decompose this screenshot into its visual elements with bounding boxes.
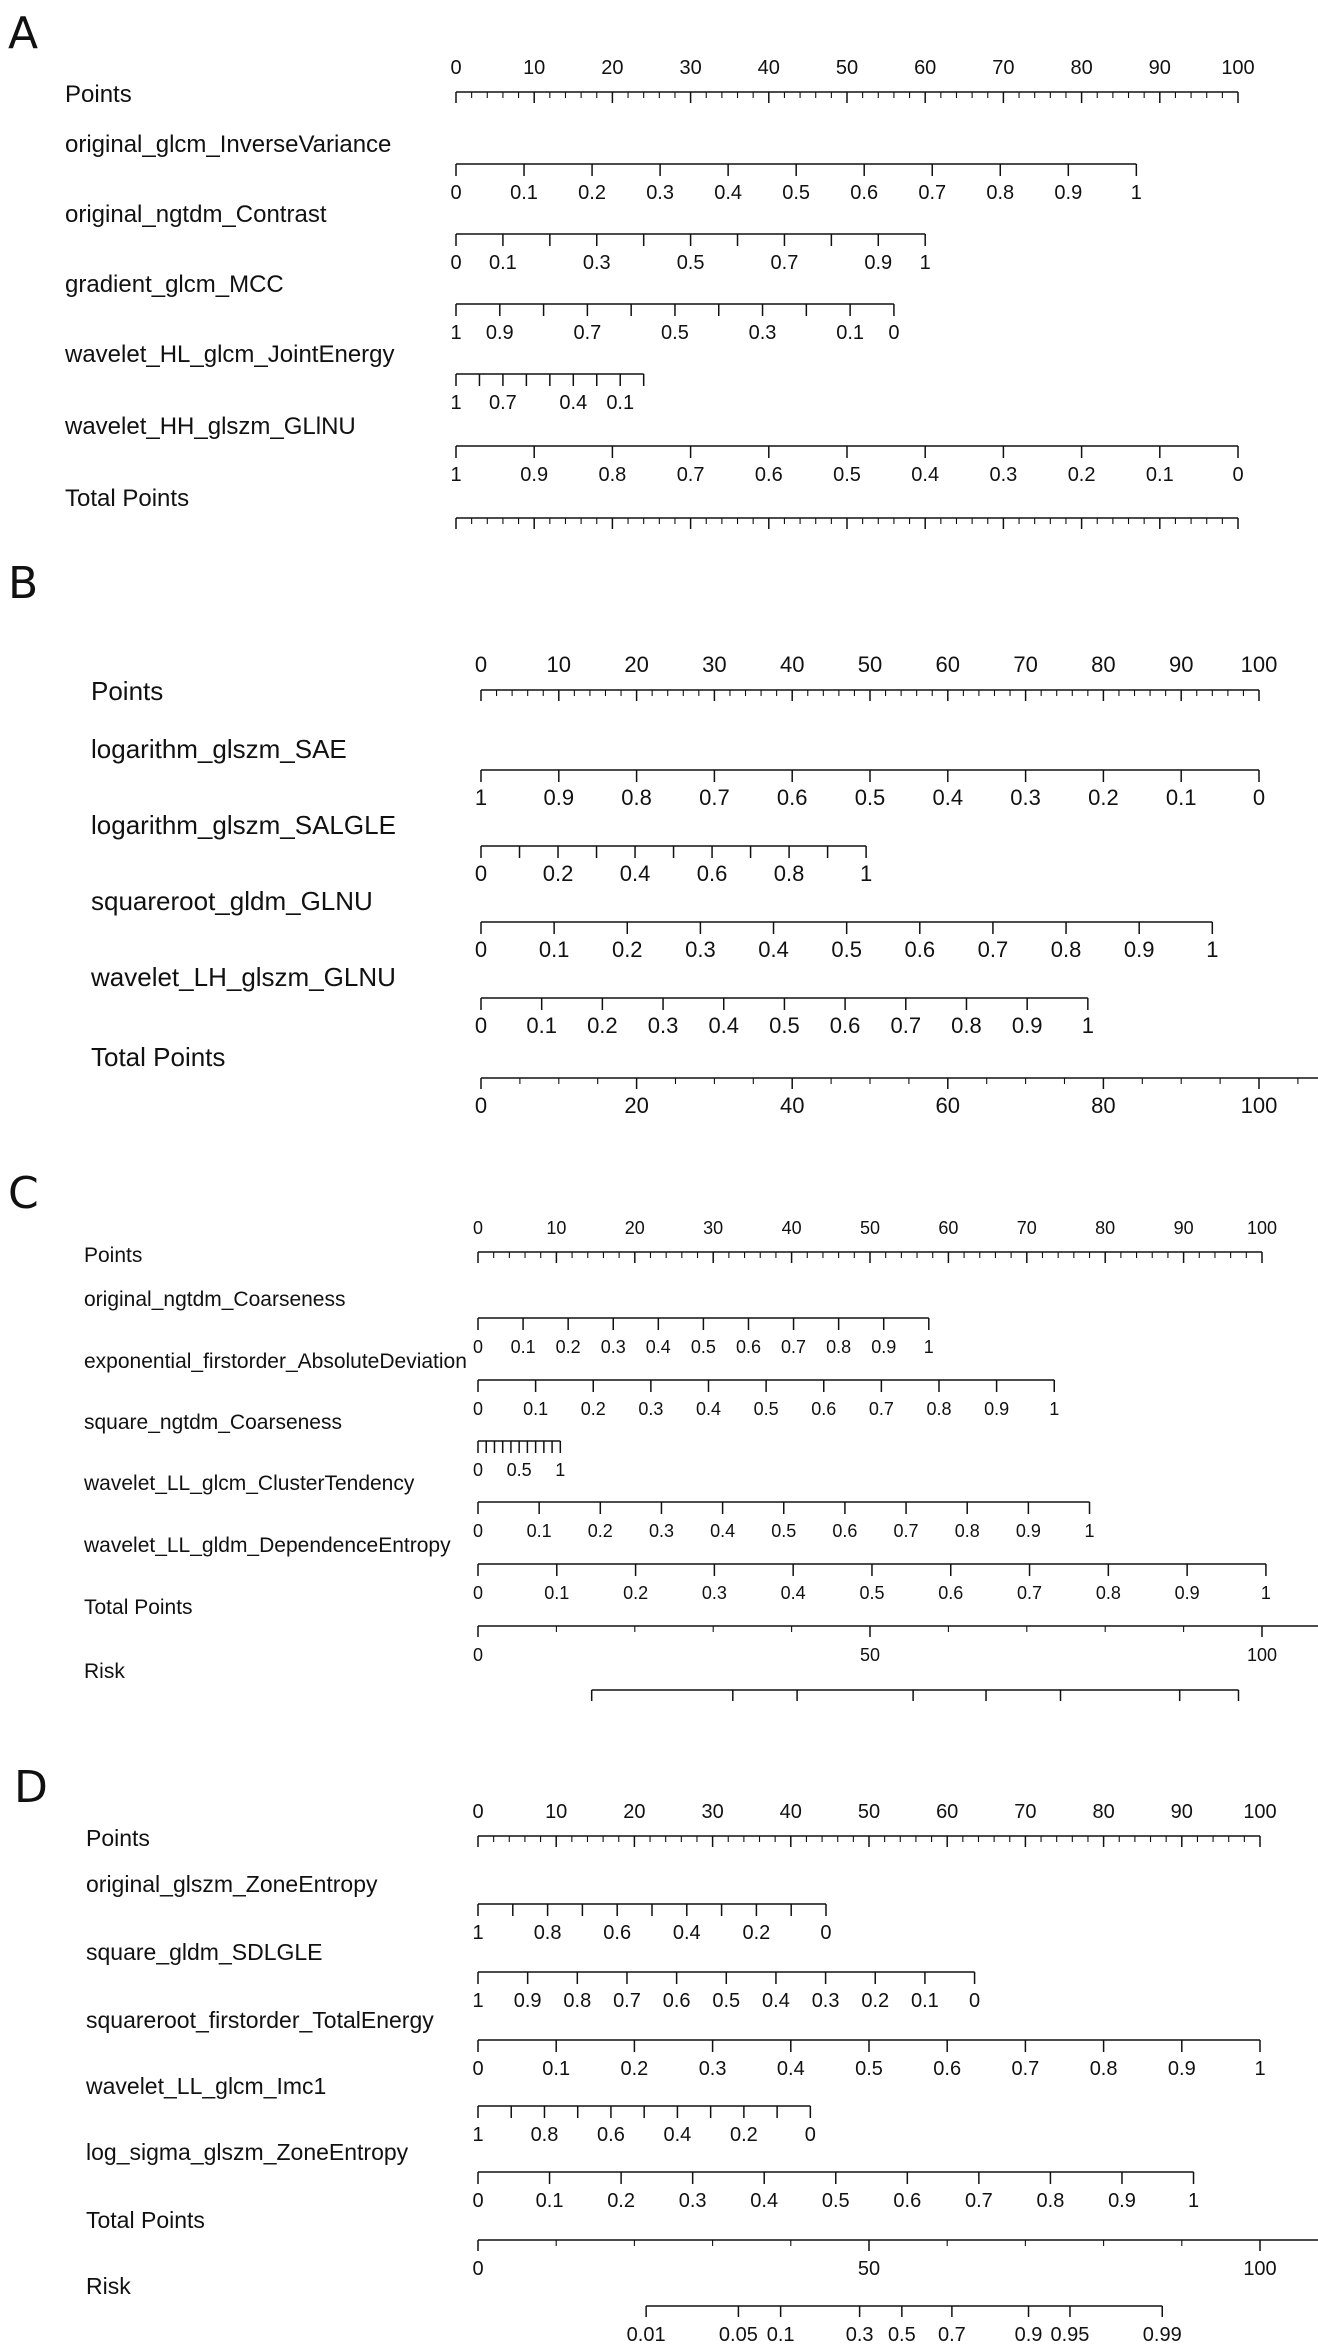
panel-c-row-0-tick-label: 70 [1016,1218,1037,1238]
panel-b-row-1-tick-label: 1 [474,785,488,810]
panel-b-row-3-tick-label: 0.7 [977,937,1009,962]
panel-d-row-7-tick-label: 0.99 [1142,2324,1182,2341]
panel-d-row-0-tick-label: 70 [1014,1801,1037,1823]
panel-a-row-0-tick-label: 0 [450,57,462,79]
panel-c-row-5-tick-label: 0 [472,1583,484,1603]
panel-letter-A: A [8,8,39,59]
panel-d-row-7-tick-label: 0.95 [1050,2324,1090,2341]
panel-b-row-3-tick-label: 0.6 [904,937,936,962]
panel-a-row-2-tick-label: 0.7 [770,252,799,274]
panel-a-row-1-tick-label: 0.6 [850,182,879,204]
panel-d-row-5-tick-label: 1 [1187,2190,1200,2212]
panel-b-row-3-label: squareroot_gldm_GLNU [91,886,373,916]
panel-c-row-5-tick-label: 1 [1260,1583,1271,1603]
panel-b-row-5-tick-label: 0 [474,1093,488,1118]
panel-letter-D: D [14,1762,48,1813]
panel-d-row-7-tick-label: 0.05 [718,2324,758,2341]
panel-d-row-3-tick-label: 0.5 [855,2058,883,2080]
panel-a-row-1-tick-label: 0.3 [646,182,675,204]
panel-b-row-3-tick-label: 0.3 [685,937,716,962]
panel-a-row-5-tick-label: 0.2 [1067,464,1096,486]
panel-b-row-4-tick-label: 1 [1081,1013,1094,1038]
panel-d-row-1-tick-label: 0.6 [603,1922,632,1944]
panel-c-row-0-tick-label: 40 [781,1218,802,1238]
panel-b-row-0-tick-label: 90 [1168,652,1194,677]
panel-c-row-0-tick-label: 20 [624,1218,645,1238]
panel-a-row-0-tick-label: 100 [1221,57,1255,79]
panel-a-row-6-label: Total Points [65,485,190,512]
panel-a-row-5-tick-label: 0.5 [833,464,861,486]
panel-d-row-3-tick-label: 1 [1254,2058,1266,2080]
panel-a-row-1-tick-label: 1 [1130,182,1142,204]
panel-c-row-4-tick-label: 0.2 [587,1521,613,1541]
panel-b-row-0-tick-label: 20 [624,652,649,677]
panel-b-row-1-tick-label: 0.8 [621,785,652,810]
panel-b-row-2-tick-label: 0.8 [773,861,805,886]
panel-a-row-3-tick-label: 0.5 [661,322,689,344]
panel-b-row-1-tick-label: 0.4 [932,785,964,810]
panel-b-row-0-tick-label: 40 [779,652,805,677]
panel-c-row-6-tick-label: 0 [472,1645,484,1665]
panel-c-row-0-tick-label: 90 [1173,1218,1194,1238]
panel-b-row-0-tick-label: 10 [546,652,572,677]
panel-d-row-4-tick-label: 0.6 [597,2124,625,2146]
panel-c-row-4-tick-label: 0.6 [832,1521,858,1541]
panel-a-row-0-tick-label: 80 [1070,57,1093,79]
panel-d-row-4-label: wavelet_LL_glcm_Imc1 [86,2073,327,2099]
panel-c-row-4-tick-label: 0.9 [1015,1521,1041,1541]
panel-d-row-1-tick-label: 0.2 [742,1922,771,1944]
panel-b-row-3-tick-label: 0.8 [1050,937,1082,962]
panel-b-row-2-tick-label: 0.4 [619,861,651,886]
panel-b-row-0-tick-label: 60 [935,652,961,677]
panel-b-row-4-label: wavelet_LH_glszm_GLNU [91,962,396,992]
panel-c-row-3-tick-label: 0 [472,1460,484,1480]
panel-b-row-3-tick-label: 0.4 [758,937,789,962]
panel-d-row-6-tick-label: 50 [857,2258,881,2280]
panel-c-row-5-tick-label: 0.9 [1174,1583,1200,1603]
panel-d-row-5-tick-label: 0.7 [964,2190,993,2212]
panel-d-row-4-tick-label: 0.4 [663,2124,692,2146]
panel-d-row-7-tick-label: 0.01 [626,2324,666,2341]
panel-a-row-0-tick-label: 10 [523,57,546,79]
panel-c-row-0-tick-label: 80 [1095,1218,1116,1238]
panel-b-row-0-tick-label: 80 [1091,652,1116,677]
panel-c-row-2-tick-label: 0.6 [811,1399,837,1419]
panel-a-row-5-tick-label: 0.1 [1145,464,1174,486]
panel-a-row-5-label: wavelet_HH_glszm_GLlNU [65,413,356,440]
panel-c-row-4-tick-label: 0.1 [526,1521,552,1541]
panel-c-row-7-label: Risk [84,1660,125,1683]
panel-d-row-0-tick-label: 10 [545,1801,568,1823]
panel-d-row-0-tick-label: 20 [623,1801,646,1823]
panel-b-row-4-tick-label: 0.9 [1011,1013,1043,1038]
panel-d-row-2-tick-label: 0.6 [662,1990,691,2012]
panel-d-row-4-tick-label: 1 [472,2124,484,2146]
panel-c-row-1-tick-label: 0.1 [510,1337,536,1357]
panel-a-row-1-tick-label: 0.9 [1054,182,1083,204]
panel-b-row-0-tick-label: 30 [702,652,727,677]
panel-c-row-2-tick-label: 0.3 [638,1399,664,1419]
panel-a-row-2-label: original_ngtdm_Contrast [65,201,327,228]
panel-c-row-5-tick-label: 0.4 [780,1583,806,1603]
panel-c-row-4-tick-label: 0 [472,1521,484,1541]
panel-a-row-0-tick-label: 90 [1148,57,1171,79]
panel-d-row-3-tick-label: 0.2 [620,2058,649,2080]
panel-a-row-2-tick-label: 0.3 [582,252,611,274]
panel-c-row-4-label: wavelet_LL_glcm_ClusterTendency [84,1472,415,1495]
panel-d-row-2-tick-label: 0.1 [911,1990,939,2012]
panel-a-row-3-tick-label: 0.1 [836,322,865,344]
panel-b-row-1-tick-label: 0.6 [776,785,808,810]
panel-a-row-0-tick-label: 50 [835,57,859,79]
panel-b-row-3-tick-label: 1 [1206,937,1219,962]
panel-c-row-4-tick-label: 0.4 [710,1521,736,1541]
panel-a-row-2-tick-label: 1 [919,252,931,274]
panel-d-row-2-tick-label: 0 [969,1990,981,2012]
panel-b-row-2-tick-label: 1 [859,861,873,886]
panel-a-row-0-tick-label: 40 [757,57,780,79]
panel-a-row-5-tick-label: 0.4 [911,464,940,486]
panel-a-row-3-tick-label: 0 [888,322,900,344]
panel-d-row-4-tick-label: 0 [804,2124,816,2146]
panel-b-row-4-tick-label: 0.4 [708,1013,740,1038]
panel-letter-B: B [8,558,39,609]
panel-b-row-3-tick-label: 0.9 [1123,937,1155,962]
panel-b-row-0-tick-label: 70 [1013,652,1038,677]
panel-d-row-0-tick-label: 60 [936,1801,959,1823]
panel-c-row-1-tick-label: 0.6 [735,1337,761,1357]
panel-b-row-5-tick-label: 80 [1091,1093,1116,1118]
panel-d-row-1-label: original_glszm_ZoneEntropy [86,1871,378,1897]
panel-a-row-3-tick-label: 0.3 [748,322,777,344]
panel-c-row-0-tick-label: 50 [859,1218,881,1238]
panel-d-row-2-tick-label: 1 [472,1990,484,2012]
panel-d-row-3-tick-label: 0.6 [933,2058,962,2080]
panel-d-row-1-tick-label: 0.8 [533,1922,562,1944]
panel-c-row-5-tick-label: 0.8 [1095,1583,1121,1603]
panel-d-row-5-tick-label: 0.1 [535,2190,564,2212]
panel-d-row-1-tick-label: 0.4 [672,1922,701,1944]
panel-d-row-0-tick-label: 30 [701,1801,724,1823]
panel-letter-C: C [8,1168,39,1219]
panel-c-row-1-tick-label: 0.8 [826,1337,852,1357]
panel-a-row-4-label: wavelet_HL_glcm_JointEnergy [65,341,395,368]
panel-d-row-1-tick-label: 0 [820,1922,832,1944]
panel-c-row-3-tick-label: 0.5 [506,1460,532,1480]
panel-b-row-3-tick-label: 0.1 [538,937,570,962]
panel-b-row-0-label: Points [91,676,164,706]
panel-d-row-6-tick-label: 100 [1243,2258,1277,2280]
panel-a-row-0-label: Points [65,81,132,108]
panel-d-row-3-tick-label: 0.3 [698,2058,727,2080]
panel-b-row-1-tick-label: 0.7 [699,785,730,810]
panel-c-row-3-tick-label: 1 [555,1460,566,1480]
panel-d-row-3-tick-label: 0.7 [1011,2058,1040,2080]
panel-d-row-6-tick-label: 0 [472,2258,484,2280]
panel-b-row-3-tick-label: 0.5 [831,937,862,962]
panel-b-row-4-tick-label: 0.5 [769,1013,800,1038]
panel-a-row-1-tick-label: 0.4 [714,182,743,204]
panel-d-row-3-tick-label: 0.9 [1167,2058,1196,2080]
panel-d-row-7-tick-label: 0.5 [887,2324,916,2341]
panel-c-row-1-tick-label: 1 [923,1337,934,1357]
panel-a-row-5-tick-label: 0.7 [676,464,705,486]
panel-b-row-5-tick-label: 40 [779,1093,805,1118]
panel-b-row-0-tick-label: 0 [474,652,488,677]
panel-d-row-5-tick-label: 0.6 [893,2190,922,2212]
panel-a-row-3-tick-label: 1 [450,322,462,344]
panel-d-row-2-label: square_gldm_SDLGLE [86,1939,323,1965]
panel-c-row-2-tick-label: 0.5 [753,1399,779,1419]
panel-c-row-2-tick-label: 0 [472,1399,484,1419]
panel-b-row-4-tick-label: 0.2 [587,1013,618,1038]
panel-b-row-0-tick-label: 100 [1240,652,1278,677]
panel-d-row-5-tick-label: 0.4 [750,2190,779,2212]
panel-b-row-4-tick-label: 0.3 [647,1013,679,1038]
panel-a-row-5-tick-label: 0.9 [520,464,549,486]
panel-c-row-3-label: square_ngtdm_Coarseness [84,1411,342,1434]
panel-a-row-1-tick-label: 0.2 [578,182,606,204]
panel-c-row-5-tick-label: 0.3 [701,1583,727,1603]
panel-b-row-2-tick-label: 0.2 [542,861,574,886]
panel-c-row-0-tick-label: 60 [938,1218,959,1238]
panel-c-row-1-tick-label: 0.2 [555,1337,581,1357]
panel-a-row-1-label: original_glcm_InverseVariance [65,131,392,158]
panel-a-row-5-tick-label: 1 [450,464,462,486]
panel-c-row-1-tick-label: 0.4 [645,1337,671,1357]
panel-c-row-0-label: Points [84,1244,143,1267]
panel-d-row-7-tick-label: 0.1 [766,2324,795,2341]
panel-d-row-3-label: squareroot_firstorder_TotalEnergy [86,2007,434,2033]
panel-b-row-2-tick-label: 0.6 [696,861,728,886]
panel-b-row-4-tick-label: 0 [474,1013,488,1038]
panel-c-row-0-tick-label: 30 [703,1218,724,1238]
panel-b-row-1-tick-label: 0 [1252,785,1266,810]
panel-a-row-2-tick-label: 0.5 [676,252,705,274]
panel-c-row-4-tick-label: 0.8 [954,1521,980,1541]
panel-d-row-2-tick-label: 0.2 [861,1990,890,2012]
panel-b-row-1-tick-label: 0.2 [1088,785,1119,810]
panel-b-row-5-label: Total Points [91,1042,226,1072]
panel-b-row-5-tick-label: 100 [1240,1093,1278,1118]
panel-b-row-1-tick-label: 0.9 [543,785,575,810]
panel-d-row-0-tick-label: 50 [857,1801,881,1823]
panel-b-row-2-tick-label: 0 [474,861,488,886]
panel-b-row-4-tick-label: 0.8 [951,1013,982,1038]
panel-a-row-5-tick-label: 0.8 [598,464,627,486]
panel-c-row-2-tick-label: 0.4 [695,1399,722,1419]
panel-a-row-3-tick-label: 0.7 [573,322,602,344]
panel-d-row-4-tick-label: 0.2 [729,2124,758,2146]
panel-b-row-1-tick-label: 0.5 [854,785,886,810]
panel-c-row-1-tick-label: 0.5 [690,1337,716,1357]
panel-d-row-4-tick-label: 0.8 [530,2124,559,2146]
panel-d-row-7-tick-label: 0.9 [1014,2324,1043,2341]
panel-d-row-2-tick-label: 0.7 [613,1990,641,2012]
panel-c-row-1-label: original_ngtdm_Coarseness [84,1288,346,1311]
panel-c-row-5-tick-label: 0.2 [623,1583,649,1603]
panel-d-row-0-tick-label: 100 [1243,1801,1277,1823]
panel-d-row-5-tick-label: 0.5 [821,2190,850,2212]
panel-c-row-5-tick-label: 0.7 [1017,1583,1043,1603]
panel-a-row-4-tick-label: 1 [450,392,462,414]
panel-d-row-2-tick-label: 0.3 [811,1990,840,2012]
panel-d-row-2-tick-label: 0.5 [712,1990,741,2012]
panel-a-row-0-tick-label: 60 [914,57,937,79]
panel-a-row-1-tick-label: 0.8 [986,182,1015,204]
panel-a-row-1-tick-label: 0.7 [918,182,947,204]
panel-a-row-4-tick-label: 0.1 [606,392,635,414]
panel-a-row-2-tick-label: 0.1 [489,252,517,274]
panel-c-row-0-tick-label: 10 [546,1218,567,1238]
panel-a-row-4-tick-label: 0.7 [489,392,517,414]
panel-d-row-0-tick-label: 80 [1092,1801,1115,1823]
panel-a-row-1-tick-label: 0.1 [510,182,538,204]
panel-a-row-3-label: gradient_glcm_MCC [65,271,284,298]
panel-c-row-1-tick-label: 0.7 [781,1337,807,1357]
panel-a-row-0-tick-label: 20 [601,57,624,79]
panel-d-row-7-tick-label: 0.7 [937,2324,966,2341]
panel-c-row-2-tick-label: 0.9 [984,1399,1010,1419]
panel-c-row-2-tick-label: 0.2 [580,1399,606,1419]
panel-a-row-2-tick-label: 0 [450,252,462,274]
panel-a-row-5-tick-label: 0.3 [989,464,1018,486]
panel-d-row-5-tick-label: 0.9 [1108,2190,1136,2212]
panel-a-row-5-tick-label: 0.6 [754,464,783,486]
panel-a-row-4-tick-label: 0.4 [559,392,588,414]
panel-c-row-1-tick-label: 0.3 [600,1337,626,1357]
panel-b-row-2-label: logarithm_glszm_SALGLE [91,810,396,840]
panel-a-row-0-tick-label: 30 [679,57,702,79]
panel-c-row-1-tick-label: 0.9 [871,1337,897,1357]
panel-c-row-2-tick-label: 0.8 [926,1399,952,1419]
panel-c-row-2-tick-label: 0.1 [523,1399,549,1419]
panel-c-row-4-tick-label: 0.3 [648,1521,674,1541]
panel-b-row-1-tick-label: 0.3 [1010,785,1041,810]
panel-a-row-5-tick-label: 0 [1232,464,1244,486]
panel-d-row-5-tick-label: 0.2 [607,2190,636,2212]
panel-b-row-0-tick-label: 50 [857,652,883,677]
panel-c-row-2-tick-label: 0.7 [868,1399,894,1419]
panel-a-row-1-tick-label: 0 [450,182,462,204]
panel-c-row-4-tick-label: 0.7 [893,1521,919,1541]
panel-d-row-2-tick-label: 0.4 [762,1990,790,2012]
panel-d-row-5-tick-label: 0.3 [678,2190,707,2212]
panel-b-row-4-tick-label: 0.6 [829,1013,861,1038]
panel-b-row-4-tick-label: 0.1 [526,1013,557,1038]
panel-d-row-3-tick-label: 0.8 [1089,2058,1118,2080]
panel-a-row-2-tick-label: 0.9 [864,252,893,274]
panel-d-row-5-label: log_sigma_glszm_ZoneEntropy [86,2139,409,2165]
panel-c-row-6-tick-label: 100 [1246,1645,1278,1665]
panel-c-row-6-tick-label: 50 [859,1645,881,1665]
panel-c-row-0-tick-label: 0 [472,1218,484,1238]
panel-c-row-5-label: wavelet_LL_gldm_DependenceEntropy [84,1534,451,1557]
panel-d-row-3-tick-label: 0.1 [542,2058,571,2080]
panel-c-row-6-label: Total Points [84,1596,193,1619]
panel-b-row-1-label: logarithm_glszm_SAE [91,734,347,764]
panel-d-row-0-tick-label: 90 [1170,1801,1193,1823]
panel-b-row-5-tick-label: 20 [624,1093,649,1118]
panel-d-row-0-tick-label: 0 [472,1801,484,1823]
panel-a-row-3-tick-label: 0.9 [485,322,514,344]
panel-c-row-4-tick-label: 0.5 [771,1521,797,1541]
panel-c-row-4-tick-label: 1 [1084,1521,1095,1541]
panel-d-row-1-tick-label: 1 [472,1922,484,1944]
panel-d-row-3-tick-label: 0 [472,2058,484,2080]
panel-b-row-5-tick-label: 60 [935,1093,961,1118]
panel-c-row-0-tick-label: 100 [1246,1218,1278,1238]
panel-d-row-5-tick-label: 0.8 [1036,2190,1065,2212]
panel-d-row-2-tick-label: 0.8 [563,1990,592,2012]
panel-b-row-3-tick-label: 0.2 [611,937,643,962]
panel-d-row-0-label: Points [86,1825,150,1851]
panel-d-row-5-tick-label: 0 [472,2190,484,2212]
panel-d-row-6-label: Total Points [86,2207,205,2233]
panel-c-row-1-tick-label: 0 [472,1337,484,1357]
panel-d-row-2-tick-label: 0.9 [513,1990,542,2012]
panel-c-row-5-tick-label: 0.5 [859,1583,885,1603]
panel-a-row-1-tick-label: 0.5 [782,182,811,204]
panel-d-row-0-tick-label: 40 [779,1801,802,1823]
panel-d-row-3-tick-label: 0.4 [776,2058,805,2080]
panel-b-row-3-tick-label: 0 [474,937,488,962]
panel-b-row-1-tick-label: 0.1 [1165,785,1197,810]
panel-c-row-2-tick-label: 1 [1049,1399,1060,1419]
panel-c-row-5-tick-label: 0.6 [938,1583,964,1603]
panel-c-row-2-label: exponential_firstorder_AbsoluteDeviation [84,1350,467,1373]
panel-c-row-5-tick-label: 0.1 [544,1583,570,1603]
panel-d-row-7-label: Risk [86,2273,131,2299]
panel-a-row-0-tick-label: 70 [992,57,1015,79]
panel-b-row-4-tick-label: 0.7 [890,1013,922,1038]
panel-d-row-7-tick-label: 0.3 [845,2324,874,2341]
